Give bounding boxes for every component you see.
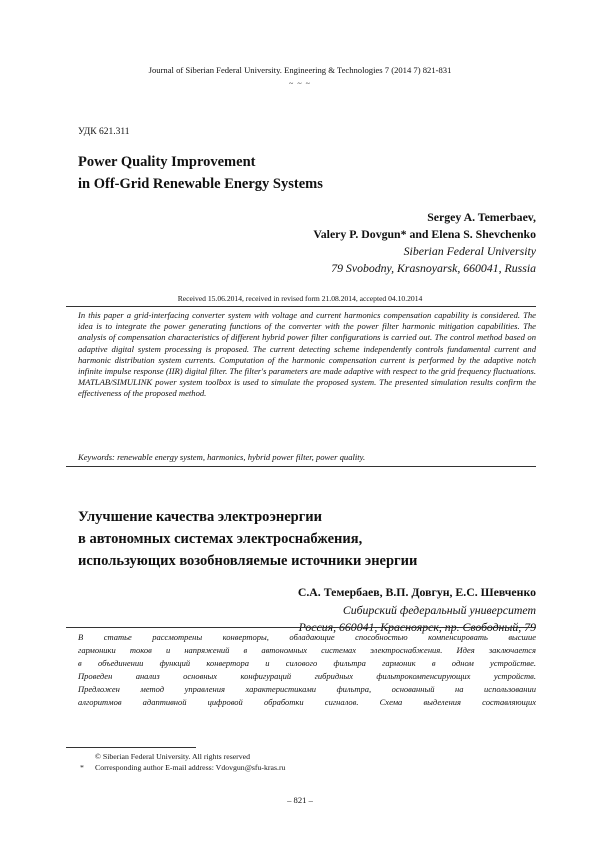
header-separator: ~ ~ ~: [289, 79, 311, 88]
footnote-rule: [66, 747, 196, 748]
journal-header: Journal of Siberian Federal University. Engineering & Technologies 7 (2014 7) 821-831: [148, 65, 452, 75]
abstract-ru: [78, 631, 536, 710]
address-en: 79 Svobodny, Krasnoyarsk, 660041, Russia: [331, 261, 536, 275]
received-dates: Received 15.06.2014, received in revised form 21.08.2014, accepted 04.10.2014: [177, 294, 423, 303]
page-number: – 821 –: [287, 795, 313, 805]
udk-code: УДК 621.311: [78, 127, 130, 137]
abstract-ru-top-rule: [66, 627, 536, 628]
paper-title-en-line1: Power Quality Improvement: [78, 154, 256, 170]
paper-title-ru-line2: в автономных системах электроснабжения,: [78, 531, 363, 547]
abstract-ru-line: гармоники токов и напряжений в автономных системах электроснабжения. Идея заключается: [78, 645, 536, 656]
abstract-bottom-rule: [66, 466, 536, 467]
copyright-footnote: © Siberian Federal University. All rights reserved: [95, 752, 251, 761]
affiliation-ru: Сибирский федеральный университет: [342, 603, 536, 617]
affiliation-en: Siberian Federal University: [403, 244, 536, 258]
keywords-en: Keywords: renewable energy system, harmonics, hybrid power filter, power quality.: [78, 452, 366, 462]
abstract-ru-line: Проведен анализ основных конфигураций гибридных фильтрокомпенсирующих устройств.: [78, 671, 536, 682]
corresponding-author-footnote: Corresponding author E-mail address: Vdovgun@sfu-kras.ru: [95, 763, 286, 772]
footnote-marker: *: [80, 763, 84, 772]
paper-title-ru-line3: использующих возобновляемые источники энергии: [78, 553, 418, 569]
abstract-ru-line: В статье рассмотрены конверторы, обладающие способностью компенсировать высшие: [78, 632, 536, 642]
authors-ru: С.А. Темербаев, В.П. Довгун, Е.С. Шевченко: [297, 585, 536, 599]
abstract-en: In this paper a grid-interfacing converter system with voltage and current harmonics compensation capability is considered. The idea is to integrate the power generating functions of the converter with the power filter harmonic mitigation capabilities. The analysis of compensation characteristics of different hybrid power filter configurations is carried out. The control method based on adaptive digital system processing is proposed. The current detecting scheme independently controls fundamental current and harmonic distribution system currents. Computation of the harmonic compensation current is performed by the adaptive notch infinite impulse response (IIR) digital filter. The filter's parameters are made adaptive with respect to the grid frequency fluctuations. MATLAB/SIMULINK power system toolbox is used to simulate the proposed system. The presented simulation results confirm the effectiveness of the proposed method.: [78, 310, 536, 399]
abstract-ru-line: Предложен метод управления характеристиками фильтра, основанный на использовании: [78, 684, 536, 695]
paper-title-en-line2: in Off-Grid Renewable Energy Systems: [78, 176, 323, 192]
authors-en-line2: Valery P. Dovgun* and Elena S. Shevchenko: [313, 227, 536, 241]
authors-en-line1: Sergey A. Temerbaev,: [427, 210, 536, 224]
abstract-ru-line: в объединении функций конвертора и силового фильтра гармоник в одном устройстве.: [78, 658, 536, 669]
paper-title-ru-line1: Улучшение качества электроэнергии: [78, 509, 323, 525]
address-ru: Россия, 660041, Красноярск, пр. Свободный, 79: [298, 620, 536, 634]
abstract-top-rule: [66, 306, 536, 307]
abstract-ru-line: алгоритмов адаптивной цифровой обработки сигналов. Схема выделения составляющих: [78, 697, 536, 708]
